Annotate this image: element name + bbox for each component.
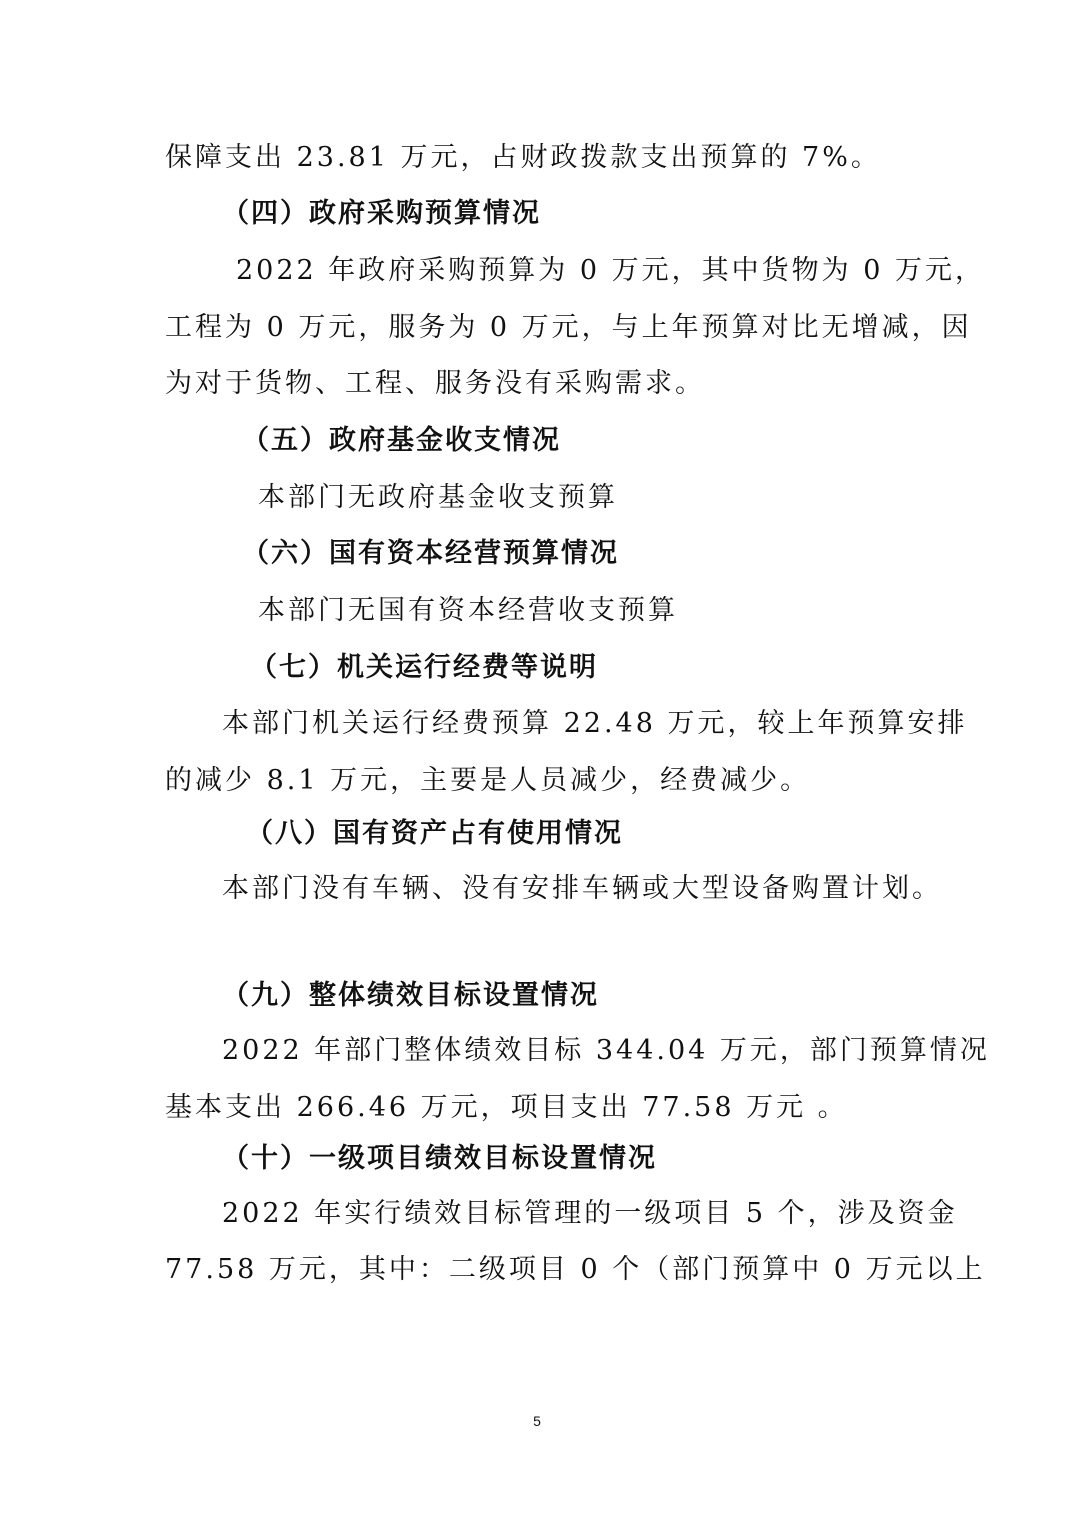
body-text-line: 2022 年政府采购预算为 0 万元，其中货物为 0 万元，	[236, 255, 985, 286]
body-text-line: 77.58 万元，其中：二级项目 0 个（部门预算中 0 万元以上	[165, 1254, 986, 1285]
section-heading-state-assets: （八）国有资产占有使用情况	[246, 818, 623, 849]
body-text-line: 本部门无国有资本经营收支预算	[258, 595, 678, 626]
body-text-line: 本部门机关运行经费预算 22.48 万元，较上年预算安排	[222, 708, 968, 739]
section-heading-government-funds: （五）政府基金收支情况	[242, 425, 561, 456]
body-text-line: 为对于货物、工程、服务没有采购需求。	[165, 368, 705, 399]
body-text-line: 本部门无政府基金收支预算	[258, 482, 618, 513]
page-number: 5	[533, 1413, 541, 1429]
section-heading-government-procurement: （四）政府采购预算情况	[222, 198, 541, 229]
section-heading-overall-performance: （九）整体绩效目标设置情况	[222, 980, 599, 1011]
section-heading-project-performance: （十）一级项目绩效目标设置情况	[222, 1143, 657, 1174]
section-heading-operating-expenses: （七）机关运行经费等说明	[250, 652, 598, 683]
body-text-line: 2022 年实行绩效目标管理的一级项目 5 个，涉及资金	[222, 1198, 958, 1229]
body-text-line: 基本支出 266.46 万元，项目支出 77.58 万元 。	[165, 1092, 848, 1123]
body-text-line: 保障支出 23.81 万元，占财政拨款支出预算的 7%。	[165, 142, 881, 173]
body-text-line: 的减少 8.1 万元，主要是人员减少，经费减少。	[165, 765, 811, 796]
body-text-line: 本部门没有车辆、没有安排车辆或大型设备购置计划。	[222, 873, 942, 904]
section-heading-state-capital: （六）国有资本经营预算情况	[242, 538, 619, 569]
body-text-line: 工程为 0 万元，服务为 0 万元，与上年预算对比无增减，因	[165, 312, 972, 343]
body-text-line: 2022 年部门整体绩效目标 344.04 万元，部门预算情况	[222, 1035, 990, 1066]
